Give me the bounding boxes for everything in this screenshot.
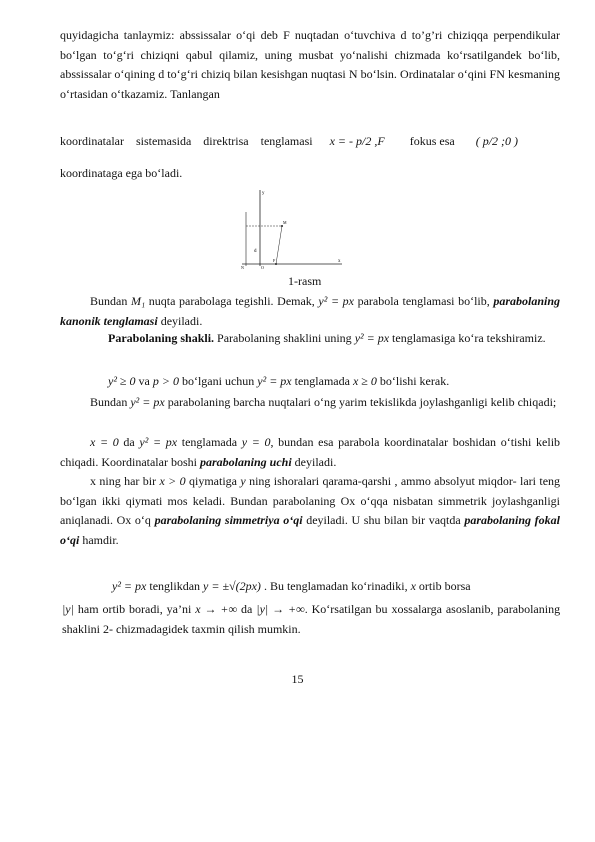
paragraph-symmetry <box>60 472 560 550</box>
p6-eq3: y = 0 <box>241 435 271 449</box>
p6-term: parabolaning uchi <box>199 454 292 469</box>
figure-caption: 1-rasm <box>288 274 322 288</box>
paragraph-shape <box>60 329 560 349</box>
paragraph-halfplane <box>60 393 560 413</box>
p9-abs: |y| <box>62 602 74 616</box>
p3-equation: y² = px <box>354 331 390 345</box>
p6-text-d: deyiladi. <box>294 454 337 469</box>
paragraph-intro <box>60 26 560 104</box>
p8-x: x <box>410 579 416 593</box>
paragraph-vertex <box>60 433 560 472</box>
page-number: 15 <box>291 672 304 686</box>
p4-text-a: va <box>138 374 150 388</box>
paragraph-canonical <box>60 292 560 331</box>
p9-eq: x → +∞ <box>195 602 238 616</box>
p6-eq1: x = 0 <box>90 435 119 449</box>
p5-equation: y² = px <box>130 395 165 409</box>
p8-text-b: . Bu tenglamadan ko‘rinadiki, <box>263 579 408 593</box>
p9-eq2: |y| → +∞ <box>256 602 305 616</box>
p9-text-b: da <box>241 602 253 616</box>
label-m: M <box>283 220 287 225</box>
label-o: O <box>261 265 264 270</box>
p2-text-b: nuqta parabolaga tegishli. Demak, <box>148 294 315 308</box>
p4-eq1: y² ≥ 0 <box>108 374 136 388</box>
p2-text-c: parabola tenglamasi bo‘lib, <box>357 294 490 308</box>
p2-equation: y² = px <box>318 294 354 308</box>
paragraph-growth <box>62 600 560 639</box>
p6-text-a: da <box>123 435 135 449</box>
p2-text-d: deyiladi. <box>160 313 203 328</box>
p2-term: parabolaning kanonik tenglamasi <box>60 294 561 328</box>
p3-heading: Parabolaning shakli. <box>108 331 215 345</box>
p4-text-d: bo‘lishi kerak. <box>379 374 450 388</box>
p3-text-b: tenglamasiga ko‘ra tekshiramiz. <box>392 331 546 345</box>
p2-point: M₁ <box>130 294 146 308</box>
y-axis-label: y <box>262 191 265 196</box>
label-f: F <box>273 258 276 263</box>
p7-term2: parabolaning fokal o‘qi <box>60 513 560 547</box>
p4-eq4: x ≥ 0 <box>352 374 377 388</box>
directrix-line <box>60 133 560 149</box>
p7-eq: x > 0 <box>159 474 186 488</box>
p4-text-c: tenglamada <box>294 374 350 388</box>
p7-text-d: deyiladi. U shu bilan bir vaqtda <box>306 513 461 527</box>
point-f <box>275 263 277 265</box>
label-n: N <box>241 265 244 270</box>
p6-eq2: y² = px <box>139 435 178 449</box>
p8-text-a: tenglikdan <box>149 579 201 593</box>
p7-text-a: x ning har bir <box>90 474 157 488</box>
p4-eq3: y² = px <box>257 374 292 388</box>
p5-text-a: Bundan <box>90 395 128 409</box>
p7-text-b: qiymatiga <box>189 474 237 488</box>
p3-text-a: Parabolaning shaklini uning <box>217 331 352 345</box>
focal-segment <box>276 226 282 264</box>
coordinate-line <box>60 165 182 181</box>
directrix-formula: x = - p/2 ,F <box>329 134 385 148</box>
paragraph-root <box>112 578 471 594</box>
p4-eq2: p > 0 <box>152 374 179 388</box>
p8-eq2: y = ±√(2px) <box>203 579 261 593</box>
directrix-text: koordinatalar sistemasida direktrisa tenglamasi <box>60 134 313 148</box>
p2-text-a: Bundan <box>90 294 128 308</box>
p9-text-c: . Ko‘rsatilgan bu xossalarga asoslanib, parabolaning shaklini 2- chizmadagidek taxmin qilish mumkin. <box>62 602 561 636</box>
p4-text-b: bo‘lgani uchun <box>181 374 255 388</box>
point-m <box>281 225 283 227</box>
p6-text-c: , bundan esa parabola koordinatalar boshidan o‘tishi kelib chiqadi. Koordinatalar boshi <box>60 435 561 469</box>
p8-text-c: ortib borsa <box>418 579 471 593</box>
paragraph-nonneg <box>108 373 449 389</box>
x-axis-label: x <box>338 259 341 264</box>
p6-text-b: tenglamada <box>181 435 238 449</box>
p7-term: parabolaning simmetriya o‘qi <box>154 513 303 527</box>
p8-eq: y² = px <box>112 579 147 593</box>
coordinate-text: koordinataga ega bo‘ladi. <box>60 166 183 180</box>
p7-y: y <box>240 474 246 488</box>
figure-parabola-axes <box>238 186 348 272</box>
paragraph-intro-text: quyidagicha tanlaymiz: abssissalar o‘qi deb F nuqtadan o‘tuvchiva d to’g’ri chiziqqa perpendikular bo‘lgan to‘g‘ri chiziqni qabul qilamiz, uning musbat yo‘nalishi chizmada ko‘rsatilgandek bo‘lib, abssissalar o‘qining d to‘g‘ri chiziq bilan kesishgan nuqtasi N bo‘lsin. Ordinatalar o‘qini FN kesmaning o‘rtasidan o‘tkazamiz. Tanlangan <box>60 28 560 101</box>
p7-text-c: ning ishoralari qarama-qarshi , ammo absolyut miqdor- lari teng bo‘lgan ikki qiymati mos keladi. Bundan parabolaning Ox o‘qqa nisbatan simmetrik joylashganligi aniqlanadi. Ox o‘q <box>60 474 561 527</box>
p7-text-e: hamdir. <box>82 532 119 547</box>
p5-text-b: parabolaning barcha nuqtalari o‘ng yarim tekislikda joylashganligi kelib chiqadi; <box>167 395 557 409</box>
label-d: d <box>254 249 257 254</box>
p9-text-a: ham ortib boradi, ya’ni <box>77 602 192 616</box>
focus-text: fokus esa <box>409 134 455 148</box>
focus-coordinate: ( p/2 ;0 ) <box>475 134 519 148</box>
